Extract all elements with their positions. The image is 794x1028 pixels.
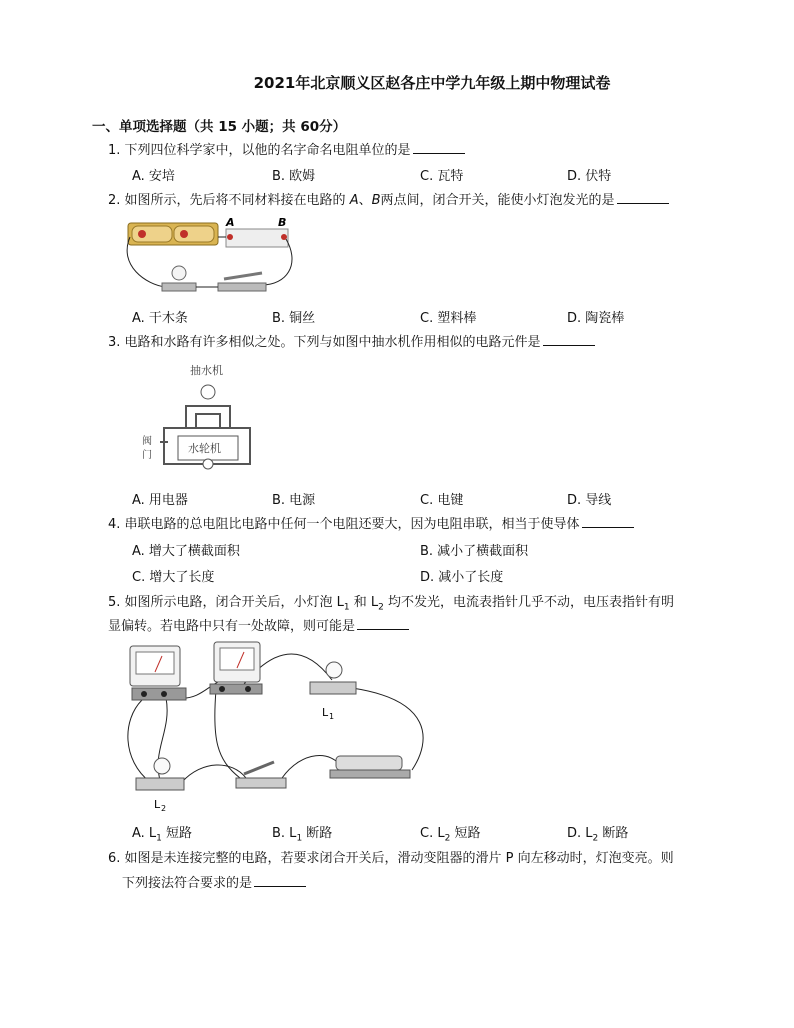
bulb-base (162, 283, 196, 291)
label-valve-1: 阀 (142, 436, 152, 447)
battery-icon (336, 756, 402, 770)
q4-option-b: B. 减小了横截面积 (420, 544, 529, 559)
page-title: 2021年北京顺义区赵各庄中学九年级上期中物理试卷 (253, 74, 611, 92)
question-5-line-2: 显偏转。若电路中只有一处故障，则可能是 (108, 616, 409, 638)
label-l1-sub: 1 (329, 712, 335, 721)
section-heading: 一、单项选择题（共 15 小题；共 60分） (92, 119, 347, 135)
answer-blank (617, 191, 669, 204)
test-board (226, 229, 288, 247)
q4-option-c: C. 增大了长度 (132, 570, 215, 585)
q3-option-d: D. 导线 (567, 493, 612, 508)
question-1-text: 1. 下列四位科学家中，以他的名字命名电阻单位的是 (108, 143, 411, 158)
label-l2-sub: 2 (161, 804, 167, 813)
q2-option-b: B. 铜丝 (272, 311, 316, 326)
turbine-icon (203, 459, 213, 469)
q1-option-c: C. 瓦特 (420, 169, 464, 184)
q3-option-a: A. 用电器 (132, 493, 188, 508)
q5-option-b: B. $L_1$ 断路 (272, 826, 333, 844)
bulb-l1-icon (326, 662, 342, 678)
label-b: B (278, 216, 287, 229)
label-a: A (226, 216, 235, 229)
switch-base (218, 283, 266, 291)
q5-option-a: A. $L_1$ 短路 (132, 826, 193, 844)
question-4: 4. 串联电路的总电阻比电路中任何一个电阻还要大，因为电阻串联，相当于使导体 (108, 514, 634, 536)
q1-option-a: A. 安培 (132, 169, 175, 184)
question-2: 2. 如图所示，先后将不同材料接在电路的 A、B两点间，闭合开关，能使小灯泡发光的是 (108, 190, 669, 212)
question-3: 3. 电路和水路有许多相似之处。下列与如图中抽水机作用相似的电路元件是 (108, 332, 595, 354)
switch-lever (244, 762, 274, 774)
q5-circuit-figure (122, 640, 442, 820)
label-pump: 抽水机 (190, 364, 223, 377)
q1-option-d: D. 伏特 (567, 169, 612, 184)
bulb-icon (172, 266, 186, 280)
q5-option-c: C. $L_2$ 短路 (420, 826, 481, 844)
label-l1: L (322, 706, 329, 719)
switch-lever (224, 273, 262, 279)
label-l2: L (154, 798, 161, 811)
answer-blank (582, 515, 634, 528)
answer-blank (413, 141, 465, 154)
label-turbine: 水轮机 (188, 442, 221, 455)
q2-circuit-figure (126, 215, 296, 300)
question-6-line-2: 下列接法符合要求的是 (122, 873, 306, 895)
q5-option-d: D. $L_2$ 断路 (567, 826, 629, 844)
q4-option-a: A. 增大了横截面积 (132, 544, 240, 559)
question-6: 6. 如图是未连接完整的电路，若要求闭合开关后，滑动变阻器的滑片 P 向左移动时，灯泡变亮。则 (108, 851, 674, 866)
q2-option-c: C. 塑料棒 (420, 311, 477, 326)
q2-option-a: A. 干木条 (132, 311, 188, 326)
switch-base (236, 778, 286, 788)
bulb-l2-icon (154, 758, 170, 774)
label-valve-2: 门 (142, 450, 152, 461)
question-5: 5. 如图所示电路，闭合开关后，小灯泡 $L_1$ 和 $L_2$ 均不发光，电流表指针几乎不动，电压表指针有明 (108, 595, 675, 613)
q1-option-b: B. 欧姆 (272, 169, 316, 184)
question-1 (108, 140, 465, 162)
answer-blank (254, 874, 306, 887)
answer-blank (543, 333, 595, 346)
answer-blank (357, 617, 409, 630)
q2-option-d: D. 陶瓷棒 (567, 311, 625, 326)
q3-option-c: C. 电键 (420, 493, 464, 508)
q4-option-d: D. 减小了长度 (420, 570, 504, 585)
q3-water-circuit-figure (138, 360, 268, 472)
pump-icon (201, 385, 215, 399)
q3-option-b: B. 电源 (272, 493, 316, 508)
